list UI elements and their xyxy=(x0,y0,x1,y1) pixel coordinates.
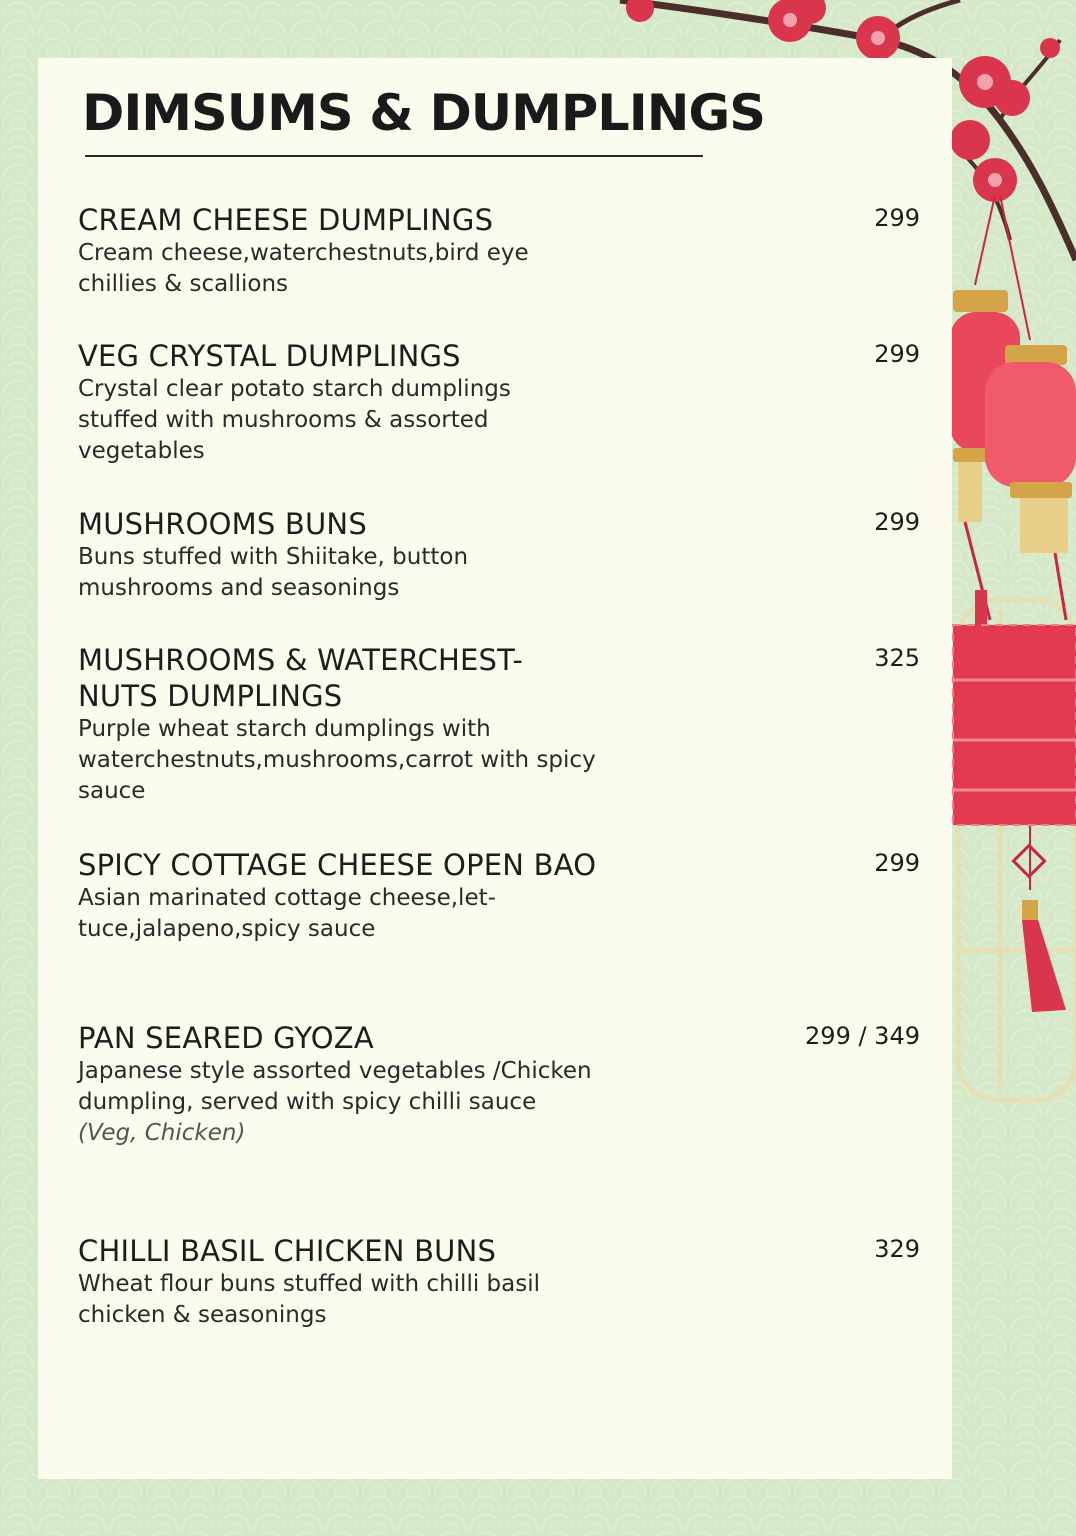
item-description: Purple wheat starch dumplings with waterchestnuts,mushrooms,carrot with spicy sauce xyxy=(78,716,596,804)
item-price: 325 xyxy=(874,644,920,672)
lantern-icon xyxy=(950,290,1020,630)
menu-item xyxy=(78,847,920,1020)
item-variant-note: (Veg, Chicken) xyxy=(78,1120,246,1146)
item-description: Cream cheese,waterchestnuts,bird eye chillies & scallions xyxy=(78,240,529,297)
item-name: MUSHROOMS BUNS xyxy=(78,507,367,541)
item-description: Crystal clear potato starch dumplings stuffed with mushrooms & assorted vegetables xyxy=(78,376,511,464)
item-name: CREAM CHEESE DUMPLINGS xyxy=(78,203,494,237)
menu-title: DIMSUMS & DUMPLINGS xyxy=(82,84,765,142)
item-price: 299 xyxy=(874,340,920,368)
window-frame-decoration xyxy=(958,600,1076,1100)
chinese-knot-tassel-icon xyxy=(1013,845,1066,1012)
menu-card xyxy=(38,58,952,1479)
menu-item xyxy=(78,506,920,642)
item-name: MUSHROOMS & WATERCHEST-NUTS DUMPLINGS xyxy=(78,643,524,713)
item-description: Asian marinated cottage cheese,let-tuce,jalapeno,spicy sauce xyxy=(78,885,496,942)
paper-lantern-icon xyxy=(953,625,1076,825)
item-name: PAN SEARED GYOZA xyxy=(78,1021,374,1055)
item-description: Buns stuffed with Shiitake, button mushrooms and seasonings xyxy=(78,544,469,601)
item-description: Wheat flour buns stuffed with chilli basil chicken & seasonings xyxy=(78,1271,540,1328)
item-description: Japanese style assorted vegetables /Chicken dumpling, served with spicy chilli sauce xyxy=(78,1058,592,1115)
item-price: 299 / 349 xyxy=(805,1022,920,1050)
menu-item xyxy=(78,202,920,338)
lantern-strings xyxy=(975,195,1030,890)
item-name: SPICY COTTAGE CHEESE OPEN BAO xyxy=(78,848,597,882)
menu-items xyxy=(78,202,920,1343)
menu-item xyxy=(78,1233,920,1343)
menu-item xyxy=(78,338,920,506)
item-price: 299 xyxy=(874,849,920,877)
item-price: 329 xyxy=(874,1235,920,1263)
menu-item xyxy=(78,1020,920,1233)
title-underline xyxy=(85,155,703,157)
lantern-icon xyxy=(985,345,1076,620)
item-price: 299 xyxy=(874,508,920,536)
item-name: CHILLI BASIL CHICKEN BUNS xyxy=(78,1234,497,1268)
item-name: VEG CRYSTAL DUMPLINGS xyxy=(78,339,461,373)
menu-item xyxy=(78,642,920,847)
item-price: 299 xyxy=(874,204,920,232)
